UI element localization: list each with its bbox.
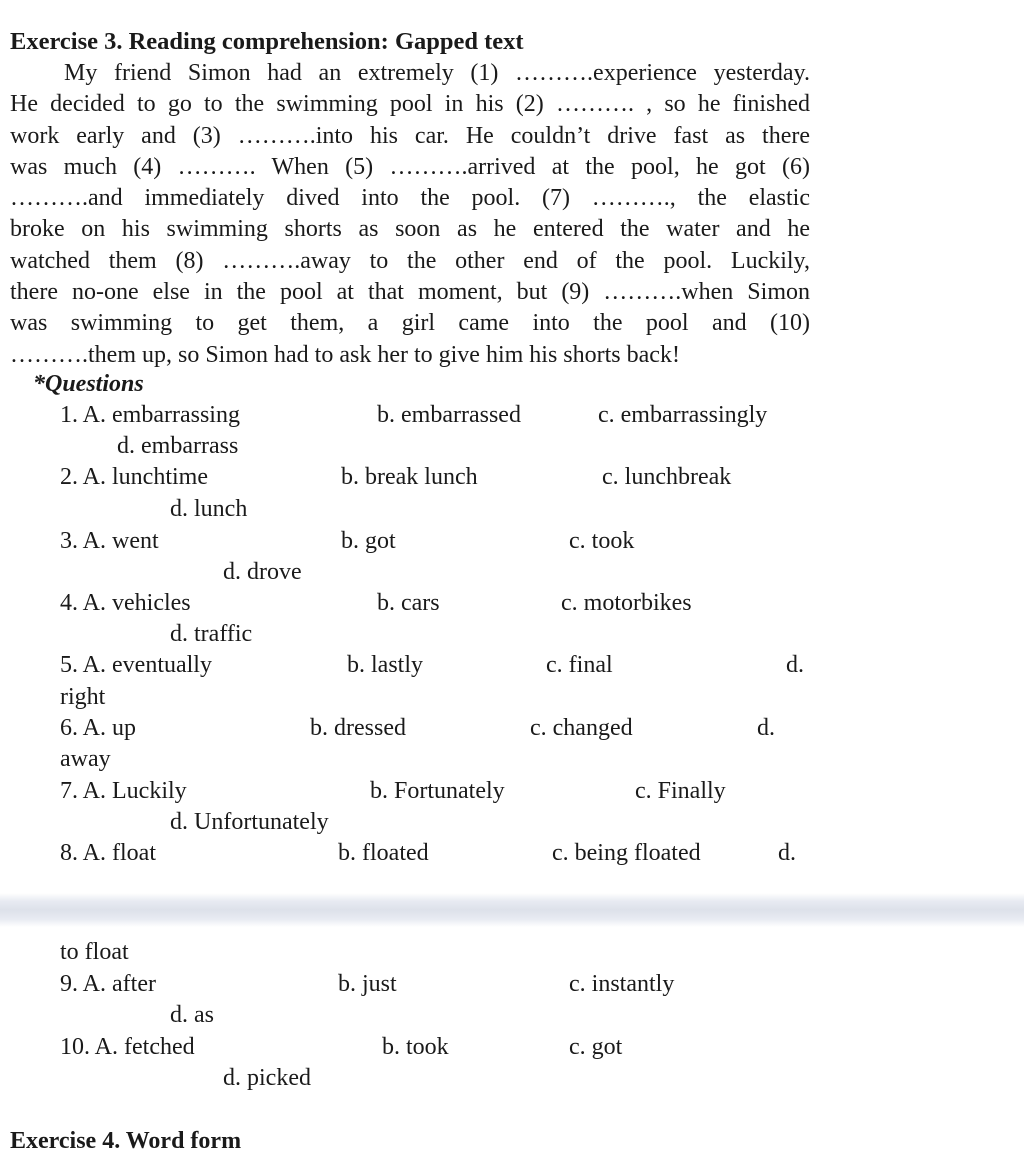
passage-line: there no-one else in the pool at that moment, but (9) ……….when Simon [10,279,810,306]
passage-line: work early and (3) ……….into his car. He couldn’t drive fast as there [10,122,810,149]
q9-option-a: 9. A. after [60,971,156,997]
page-break-divider [0,893,1024,927]
q5-option-c: c. final [546,652,613,678]
q9-option-d: d. as [170,1002,214,1028]
q10-option-b: b. took [382,1034,449,1060]
q3-option-d: d. drove [223,559,302,585]
passage-line: ……….and immediately dived into the pool. (7) ………., the elastic [10,185,810,212]
q3-option-a: 3. A. went [60,528,159,554]
passage-line: He decided to go to the swimming pool in his (2) ………. , so he finished [10,91,810,118]
passage-line: broke on his swimming shorts as soon as he entered the water and he [10,216,810,243]
q2-option-c: c. lunchbreak [602,464,732,490]
q4-option-d: d. traffic [170,621,253,647]
exercise-title: Exercise 3. Reading comprehension: Gapped text [10,28,524,55]
gapped-text-passage [10,58,810,371]
q9-option-c: c. instantly [569,971,675,997]
next-exercise-title-cut: Exercise 4. Word form [10,1128,242,1154]
q6-option-d-continued: away [60,746,111,772]
q7-option-c: c. Finally [635,778,726,804]
q7-option-d: d. Unfortunately [170,809,329,835]
q1-option-a: 1. A. embarrassing [60,402,240,428]
q6-option-c: c. changed [530,715,633,741]
passage-line: was swimming to get them, a girl came into the pool and (10) [10,310,810,337]
q8-option-a: 8. A. float [60,840,156,866]
q2-option-b: b. break lunch [341,464,478,490]
q8-option-b: b. floated [338,840,429,866]
q8-option-d-continued: to float [60,939,129,965]
q2-option-d: d. lunch [170,496,248,522]
q6-option-b: b. dressed [310,715,406,741]
passage-line: watched them (8) ……….away to the other end of the pool. Luckily, [10,247,810,274]
q4-option-a: 4. A. vehicles [60,590,191,616]
q5-option-d: d. [786,652,804,678]
q1-option-d: d. embarrass [117,433,239,459]
q6-option-d: d. [757,715,775,741]
q8-option-c: c. being floated [552,840,701,866]
q6-option-a: 6. A. up [60,715,137,741]
q7-option-b: b. Fortunately [370,778,505,804]
passage-line: was much (4) ………. When (5) ……….arrived at the pool, he got (6) [10,153,810,180]
q1-option-b: b. embarrassed [377,402,521,428]
passage-line: ……….them up, so Simon had to ask her to give him his shorts back! [10,341,680,368]
q4-option-c: c. motorbikes [561,590,692,616]
q2-option-a: 2. A. lunchtime [60,464,208,490]
q8-option-d: d. [778,840,796,866]
q3-option-c: c. took [569,528,635,554]
q5-option-d-continued: right [60,684,106,710]
q7-option-a: 7. A. Luckily [60,778,187,804]
q10-option-c: c. got [569,1034,623,1060]
q9-option-b: b. just [338,971,397,997]
q5-option-b: b. lastly [347,652,423,678]
q3-option-b: b. got [341,528,396,554]
q10-option-a: 10. A. fetched [60,1034,195,1060]
q4-option-b: b. cars [377,590,440,616]
questions-heading: *Questions [33,371,144,397]
q10-option-d: d. picked [223,1065,311,1091]
q5-option-a: 5. A. eventually [60,652,212,678]
q1-option-c: c. embarrassingly [598,402,768,428]
passage-line: My friend Simon had an extremely (1) ……….experience yesterday. [64,60,810,86]
